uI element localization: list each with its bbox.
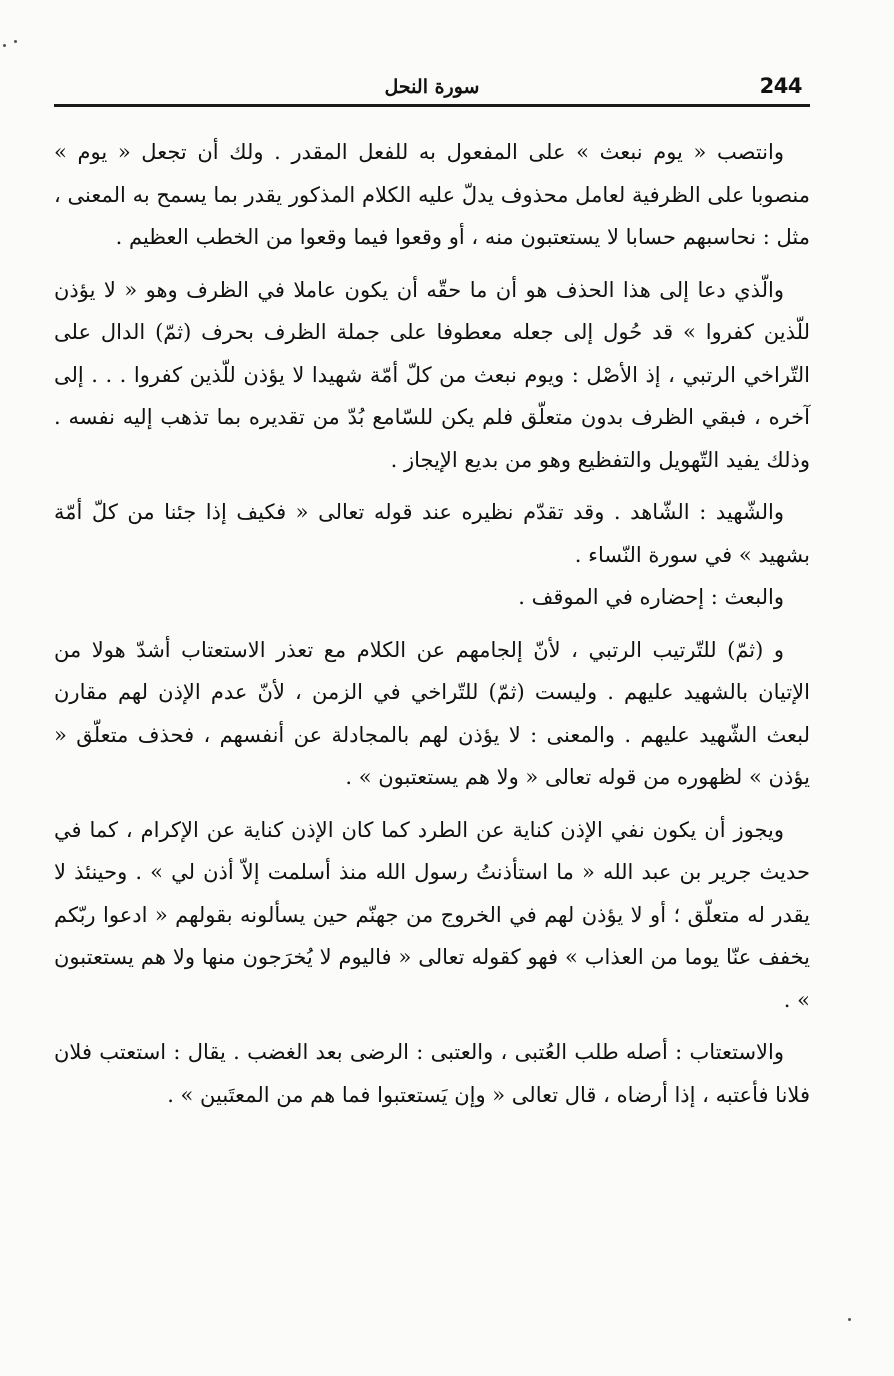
paragraph: والشّهيد : الشّاهد . وقد تقدّم نظيره عند قوله تعالى « فكيف إذا جئنا من كلّ أمّة بشهيد » في سورة النّساء . [54,500,810,567]
paragraph: ويجوز أن يكون نفي الإذن كناية عن الطرد كما كان الإذن كناية عن الإكرام ، كما في حديث جرير بن عبد الله « ما استأذنتُ رسول الله منذ أسلمت إلاّ أذن لي » . وحينئذ لا يقدر له متعلّق ؛ أو لا يؤذن لهم في الخروج من جهنّم حين يسألونه بقولهم « ادعوا ربّكم يخفف عنّا يوما من العذاب » فهو كقوله تعالى « فاليوم لا يُخرَجون منها ولا هم يستعتبون » . [54,817,810,1012]
paragraph: وانتصب « يوم نبعث » على المفعول به للفعل المقدر . ولك أن تجعل « يوم » منصوبا على الظرفية لعامل محذوف يدلّ عليه الكلام المذكور يقدر بما يسمح به المعنى ، مثل : نحاسبهم حسابا لا يستعتبون منه ، أو وقعوا فيما وقعوا من الخطب العظيم . [54,140,810,249]
paragraph: والّذي دعا إلى هذا الحذف هو أن ما حقّه أن يكون عاملا في الظرف وهو « لا يؤذن للّذين كفروا » قد حُول إلى جعله معطوفا على جملة الظرف بحرف (ثمّ) الدال على التّراخي الرتبي ، إذ الأصْل : ويوم نبعث من كلّ أمّة شهيدا لا يؤذن للّذين كفروا . . . إلى آخره ، فبقي الظرف بدون متعلّق فلم يكن للسّامع بُدّ من تقديره بما تذهب إليه نفسه . وذلك يفيد التّهويل والتفظيع وهو من بديع الإيجاز . [54,277,810,472]
paragraph: والبعث : إحضاره في الموقف . [518,585,784,609]
scan-speck [3,44,6,47]
scan-speck [848,1318,851,1321]
page-header [54,70,810,107]
running-title: سورة النحل [384,76,480,98]
page-body [54,131,810,1116]
paragraph: و (ثمّ) للتّرتيب الرتبي ، لأنّ إلجامهم عن الكلام مع تعذر الاستعتاب أشدّ هولا من الإتيان بالشهيد عليهم . وليست (ثمّ) للتّراخي في الزمن ، لأنّ عدم الإذن لهم مقارن لبعث الشّهيد عليهم . والمعنى : لا يؤذن لهم بالمجادلة عن أنفسهم ، فحذف متعلّق « يؤذن » لظهوره من قوله تعالى « ولا هم يستعتبون » . [54,637,810,789]
book-page [54,70,810,1116]
scan-speck [14,40,17,43]
page-number: 244 [759,74,802,98]
paragraph: والاستعتاب : أصله طلب العُتبى ، والعتبى : الرضى بعد الغضب . يقال : استعتب فلان فلانا فأعتبه ، إذا أرضاه ، قال تعالى « وإن يَستعتبوا فما هم من المعتَبين » . [54,1040,810,1107]
